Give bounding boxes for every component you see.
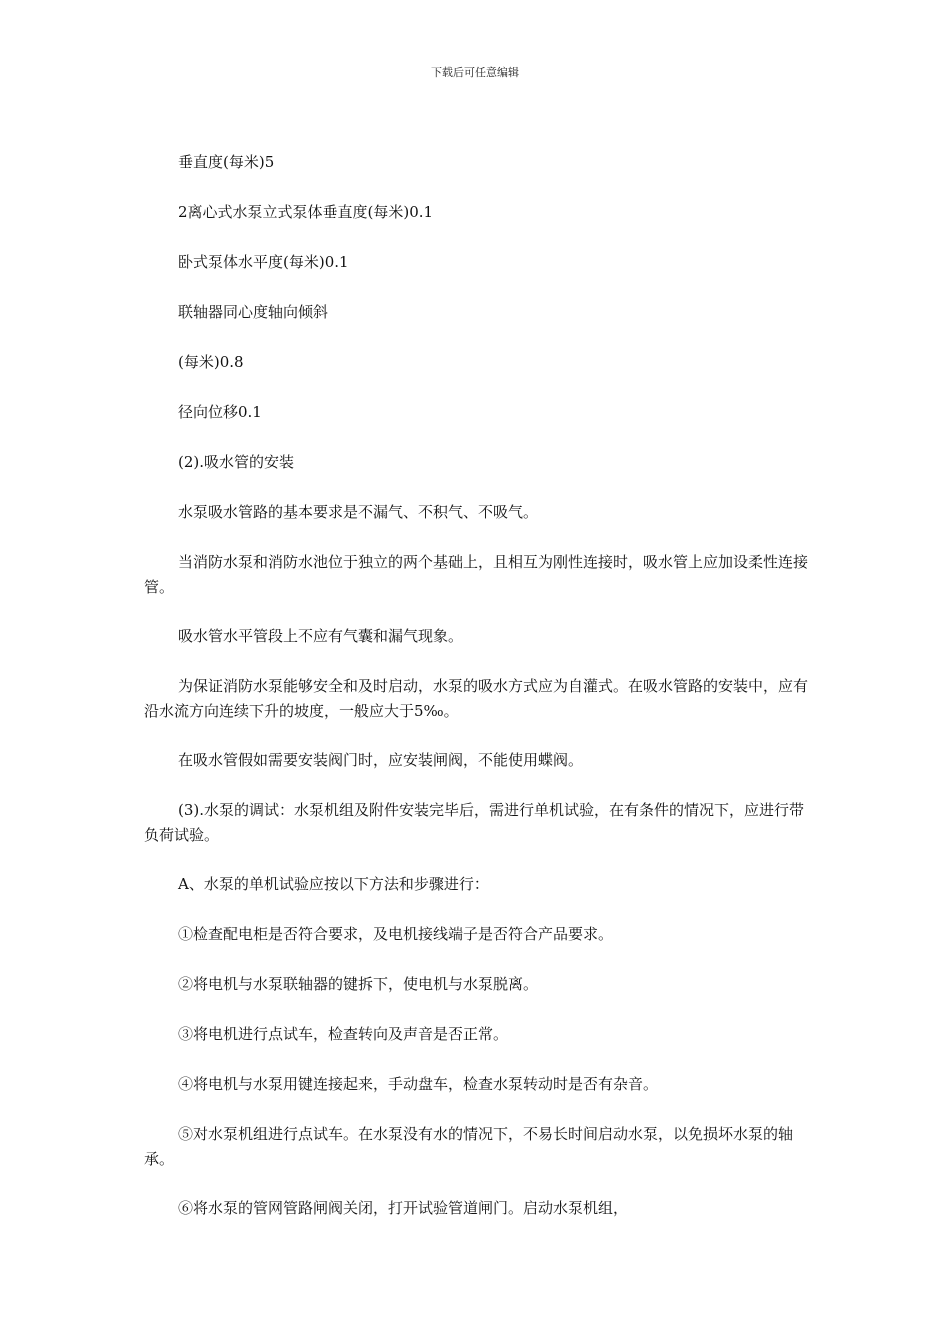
list-item: ⑥将水泵的管网管路闸阀关闭，打开试验管道闸门。启动水泵机组， <box>178 1199 629 1217</box>
paragraph: 2离心式水泵立式泵体垂直度(每米)0.1 <box>178 203 434 221</box>
paragraph: 为保证消防水泵能够安全和及时启动，水泵的吸水方式应为自灌式。在吸水管路的安装中，应有沿水流方向连续下升的坡度，一般应大于5‰。 <box>144 677 809 720</box>
paragraph: 水泵吸水管路的基本要求是不漏气、不积气、不吸气。 <box>178 503 539 521</box>
list-item: ③将电机进行点试车，检查转向及声音是否正常。 <box>178 1025 509 1043</box>
paragraph: 当消防水泵和消防水池位于独立的两个基础上，且相互为刚性连接时，吸水管上应加设柔性连接管。 <box>144 553 809 596</box>
list-item: ①检查配电柜是否符合要求，及电机接线端子是否符合产品要求。 <box>178 925 614 943</box>
paragraph: (每米)0.8 <box>178 353 244 371</box>
list-item: ④将电机与水泵用键连接起来，手动盘车，检查水泵转动时是否有杂音。 <box>178 1075 659 1093</box>
section-heading: (3).水泵的调试：水泵机组及附件安装完毕后，需进行单机试验，在有条件的情况下，应进行带负荷试验。 <box>144 801 805 844</box>
paragraph: 在吸水管假如需要安装阀门时，应安装闸阀，不能使用蝶阀。 <box>178 751 584 769</box>
page-header-note: 下载后可任意编辑 <box>431 66 519 79</box>
paragraph: 径向位移0.1 <box>178 403 262 421</box>
paragraph: 垂直度(每米)5 <box>178 153 275 171</box>
paragraph: 卧式泵体水平度(每米)0.1 <box>178 253 349 271</box>
paragraph: A、水泵的单机试验应按以下方法和步骤进行： <box>178 875 489 893</box>
paragraph: 吸水管水平管段上不应有气囊和漏气现象。 <box>178 627 464 645</box>
list-item: ⑤对水泵机组进行点试车。在水泵没有水的情况下，不易长时间启动水泵，以免损坏水泵的轴承。 <box>144 1125 794 1168</box>
list-item: ②将电机与水泵联轴器的键拆下，使电机与水泵脱离。 <box>178 975 539 993</box>
section-heading: (2).吸水管的安装 <box>178 453 295 471</box>
document-body <box>144 150 812 1246</box>
paragraph: 联轴器同心度轴向倾斜 <box>178 303 329 321</box>
